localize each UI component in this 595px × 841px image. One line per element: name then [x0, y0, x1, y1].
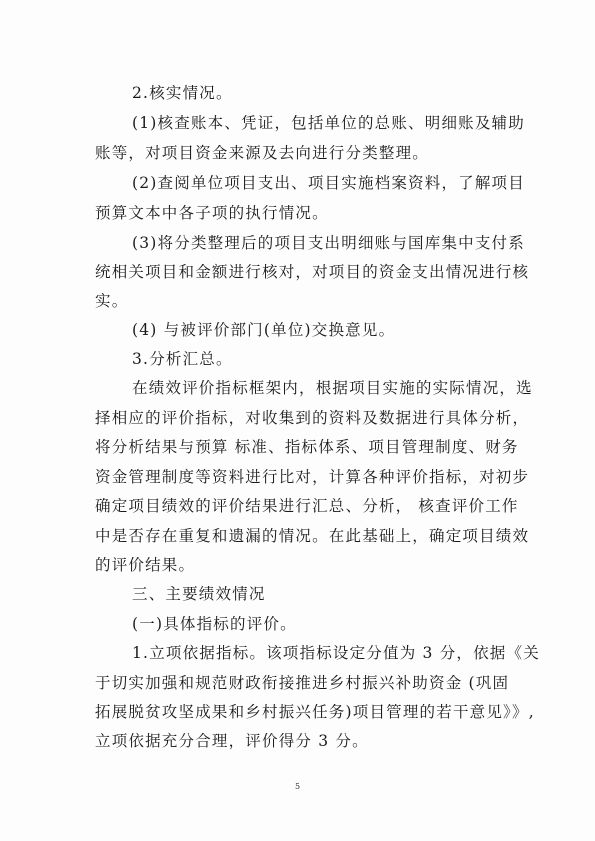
text-line: 将分析结果与预算 标准、指标体系、项目管理制度、财务 [95, 438, 519, 456]
text-line: 拓展脱贫攻坚成果和乡村振兴任务)项目管理的若干意见》》, [95, 703, 535, 721]
text-line: 立项依据充分合理，评价得分 3 分。 [95, 732, 369, 750]
text-line: 3.分析汇总。 [132, 350, 233, 368]
text-line: 于切实加强和规范财政衔接推进乡村振兴补助资金 (巩固 [95, 674, 510, 692]
text-line: 1.立项依据指标。该项指标设定分值为 3 分，依据《关 [132, 644, 540, 662]
text-line: 实。 [95, 292, 129, 310]
subsection-heading: (一)具体指标的评价。 [132, 615, 297, 633]
text-line: 确定项目绩效的评价结果进行汇总、分析， 核查评价工作 [95, 497, 519, 515]
text-line: 资金管理制度等资料进行比对，计算各种评价指标，对初步 [95, 468, 530, 486]
text-line: 账等，对项目资金来源及去向进行分类整理。 [95, 144, 430, 162]
page-number: 5 [294, 782, 301, 791]
text-line: 统相关项目和金额进行核对，对项目的资金支出情况进行核 [95, 263, 530, 281]
text-line: (2)查阅单位项目支出、项目实施档案资料，了解项目 [132, 174, 525, 192]
text-line: 在绩效评价指标框架内，根据项目实施的实际情况，选 [132, 379, 533, 397]
text-line: 中是否存在重复和遗漏的情况。在此基础上，确定项目绩效 [95, 527, 530, 545]
text-line: 2.核实情况。 [132, 84, 233, 102]
text-line: 择相应的评价指标，对收集到的资料及数据进行具体分析， [95, 409, 530, 427]
text-line: (3)将分类整理后的项目支出明细账与国库集中支付系 [132, 234, 525, 252]
text-line: (4) 与被评价部门(单位)交换意见。 [132, 321, 396, 339]
text-line: (1)核查账本、凭证，包括单位的总账、明细账及辅助 [132, 114, 525, 132]
section-heading: 三、主要绩效情况 [132, 585, 266, 603]
text-line: 预算文本中各子项的执行情况。 [95, 204, 329, 222]
text-line: 的评价结果。 [95, 556, 196, 574]
